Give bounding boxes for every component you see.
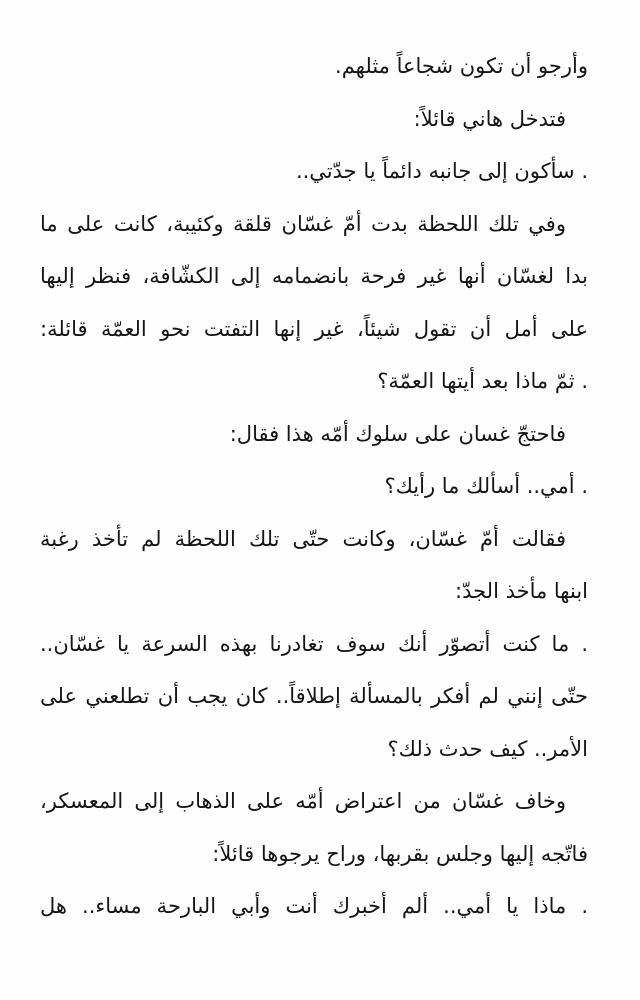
text-line: الأمر.. كيف حدث ذلك؟ xyxy=(387,736,588,761)
text-line: . سأكون إلى جانبه دائماً يا جدّتي.. xyxy=(295,159,588,183)
text-line: وأرجو أن تكون شجاعاً مثلهم. xyxy=(335,54,588,78)
text-line: . ماذا يا أمي.. ألم أخبرك أنت وأبي البارحة مساء.. هل xyxy=(40,894,588,918)
text-line: ابنها مأخذ الجدّ: xyxy=(455,579,588,603)
text-line: . ما كنت أتصوّر أنك سوف تغادرنا بهذه السرعة يا غسّان.. xyxy=(40,631,588,656)
text-line: فتدخل هاني قائلاً: xyxy=(413,106,566,131)
text-line: حتّى إنني لم أفكر بالمسألة إطلاقاً.. كان يجب أن تطلعني على xyxy=(40,684,588,708)
text-line: على أمل أن تقول شيئاً، غير إنها التفتت نحو العمّة قائلة: xyxy=(40,316,588,341)
page-text xyxy=(40,40,588,933)
text-line: . أمي.. أسألك ما رأيك؟ xyxy=(384,474,588,498)
text-line: فاتّجه إليها وجلس بقربها، وراح يرجوها قائلاً: xyxy=(212,841,588,866)
text-line: فقالت أمّ غسّان، وكانت حتّى تلك اللحظة لم تأخذ رغبة xyxy=(40,526,566,551)
text-line: فاحتجّ غسان على سلوك أمّه هذا فقال: xyxy=(229,421,566,446)
text-line: وفي تلك اللحظة بدت أمّ غسّان قلقة وكئيبة، كانت على ما xyxy=(40,211,566,236)
text-line: . ثمّ ماذا بعد أيتها العمّة؟ xyxy=(377,369,588,393)
text-line: بدا لغسّان أنها غير فرحة بانضمامه إلى الكشّافة، فنظر إليها xyxy=(40,264,588,288)
text-line: وخاف غسّان من اعتراض أمّه على الذهاب إلى المعسكر، xyxy=(40,789,566,813)
